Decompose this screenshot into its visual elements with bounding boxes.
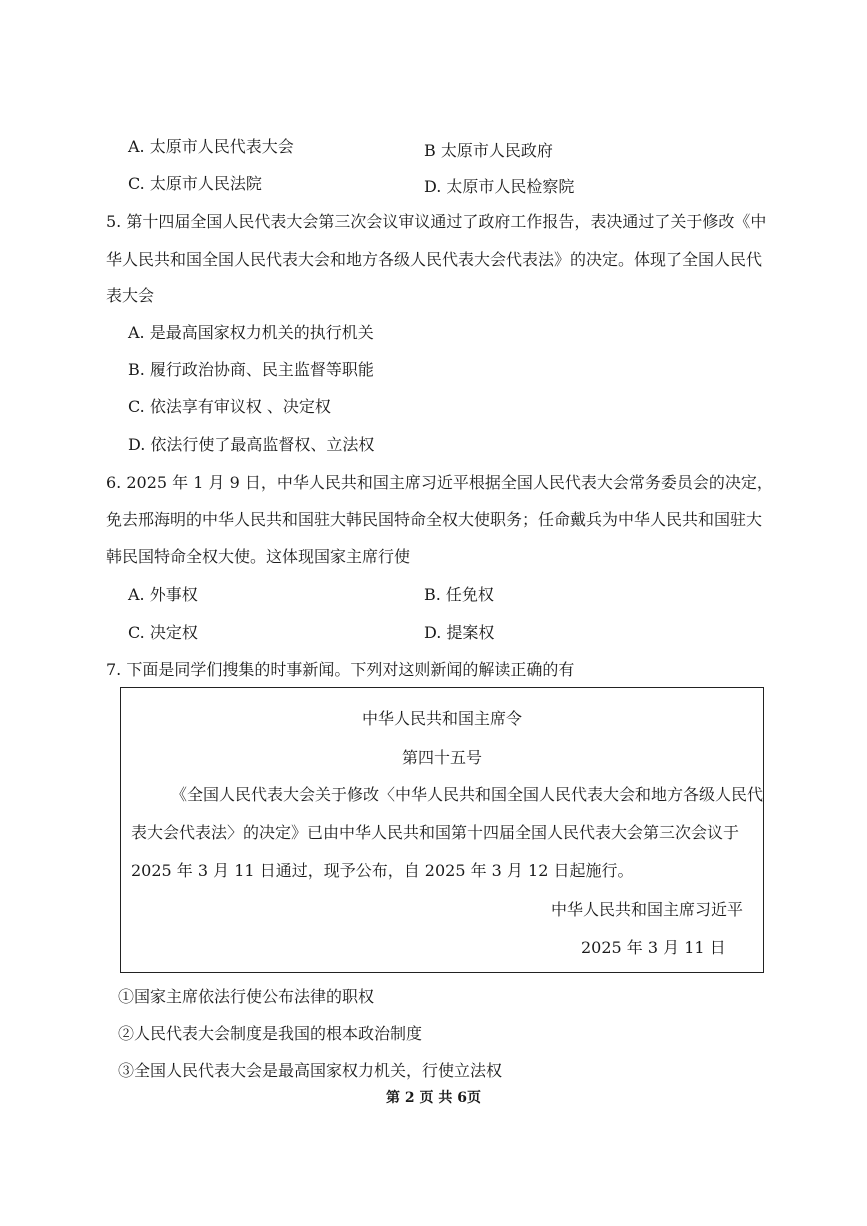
q5-option-b: B. 履行政治协商、民主监督等职能 [128,360,374,379]
notice-number: 第四十五号 [401,748,482,767]
q6-option-a: A. 外事权 [128,585,198,604]
q4-option-b: B 太原市人民政府 [424,141,553,160]
notice-body-line-2: 表大会代表法〉的决定》已由中华人民共和国第十四届全国人民代表大会第三次会议于 [131,823,740,842]
q7-item-2: ②人民代表大会制度是我国的根本政治制度 [118,1024,423,1043]
q6-option-c: C. 决定权 [128,623,198,642]
q6-option-b: B. 任免权 [424,585,494,604]
q5-stem-line-2: 华人民共和国全国人民代表大会和地方各级人民代表大会代表法》的决定。体现了全国人民代 [106,250,763,269]
notice-body-line-3: 2025 年 3 月 11 日通过，现予公布，自 2025 年 3 月 12 日起施行。 [131,861,634,880]
q5-stem-line-1: 5. 第十四届全国人民代表大会第三次会议审议通过了政府工作报告，表决通过了关于修改《中 [106,212,767,231]
q4-option-d: D. 太原市人民检察院 [424,177,575,196]
notice-signer: 中华人民共和国主席习近平 [551,900,744,919]
q4-option-a: A. 太原市人民代表大会 [128,137,294,156]
q5-stem-line-3: 表大会 [106,286,155,305]
q7-stem: 7. 下面是同学们搜集的时事新闻。下列对这则新闻的解读正确的有 [106,660,575,679]
presidential-order-box [120,687,764,973]
q7-item-1: ①国家主席依法行使公布法律的职权 [118,987,375,1006]
q6-stem-line-2: 免去邢海明的中华人民共和国驻大韩民国特命全权大使职务；任命戴兵为中华人民共和国驻大 [106,510,763,529]
q7-item-3: ③全国人民代表大会是最高国家权力机关，行使立法权 [118,1061,503,1080]
q6-stem-line-1: 6. 2025 年 1 月 9 日，中华人民共和国主席习近平根据全国人民代表大会常务委员会的决定， [106,473,773,492]
q6-stem-line-3: 韩民国特命全权大使。这体现国家主席行使 [106,547,411,566]
page-footer: 第 2 页 共 6页 [386,1090,481,1106]
q4-option-c: C. 太原市人民法院 [128,174,262,193]
q6-option-d: D. 提案权 [424,623,495,642]
q5-option-d: D. 依法行使了最高监督权、立法权 [128,435,375,454]
notice-title: 中华人民共和国主席令 [361,709,522,728]
q5-option-c: C. 依法享有审议权 、决定权 [128,397,331,416]
notice-date: 2025 年 3 月 11 日 [581,938,726,957]
q5-option-a: A. 是最高国家权力机关的执行机关 [128,323,374,342]
notice-body-line-1: 《全国人民代表大会关于修改〈中华人民共和国全国人民代表大会和地方各级人民代 [171,785,764,804]
